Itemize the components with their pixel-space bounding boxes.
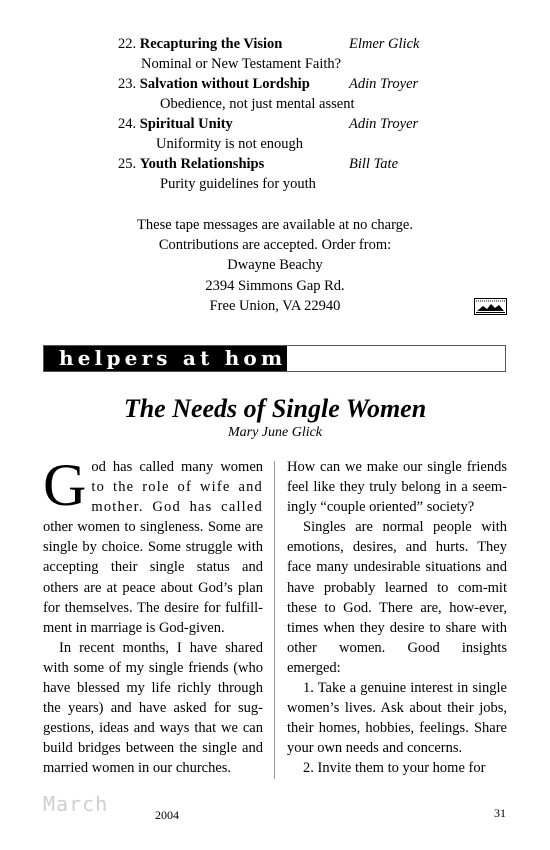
tape-subtitle: Uniformity is not enough	[156, 136, 304, 152]
month-watermark: March	[43, 792, 109, 816]
tape-author: Adin Troyer	[349, 116, 419, 132]
line-text: other women to singleness. Some are single by choice. Some struggle with accepting their single status and others are at peace about God’s plan for themselves. The desire for fulfill-ment in marriage is God-given.	[43, 519, 263, 636]
section-label: helpers at home	[44, 346, 287, 371]
section-header	[43, 345, 506, 372]
notice-line: These tape messages are available at no charge.	[137, 217, 413, 233]
tape-subtitle: Obedience, not just mental assent	[160, 96, 355, 112]
page-number: 31	[494, 806, 506, 820]
tape-item	[118, 114, 448, 134]
article-paragraph: In recent months, I have shared with some of my single friends (who have blessed my life richly through the years) and have asked for sug-gestions, ideas and ways that we can build bridges between the single and married women in our churches.	[43, 639, 263, 777]
line-text: mother. God has called	[91, 499, 263, 516]
column-divider	[274, 461, 275, 779]
article-column-right	[287, 457, 507, 779]
contact-name: Dwayne Beachy	[227, 257, 323, 274]
tape-number: 22.	[118, 36, 137, 52]
tape-item	[118, 74, 448, 94]
tape-item	[118, 154, 448, 174]
first-line: od has called many women	[91, 459, 263, 475]
tape-number: 23.	[118, 76, 137, 92]
article-paragraph	[43, 452, 263, 638]
notice-line: Contributions are accepted. Order from:	[158, 237, 392, 254]
tape-list	[118, 34, 448, 194]
tape-subtitle: Purity guidelines for youth	[160, 176, 316, 192]
contact-street: 2394 Simmons Gap Rd.	[205, 277, 345, 294]
article-paragraph: How can we make our single friends feel like they truly belong in a seem-ingly “couple oriented” society?	[287, 459, 507, 516]
tape-title: Salvation without Lordship	[139, 76, 310, 92]
tape-item	[118, 34, 448, 54]
article-paragraph: 2. Invite them to your home for	[303, 760, 486, 777]
footer-year: 2004	[155, 808, 179, 822]
tape-author: Elmer Glick	[349, 36, 420, 52]
tape-number: 24.	[118, 116, 137, 132]
article-author: Mary June Glick	[227, 425, 323, 440]
tape-subtitle: Nominal or New Testament Faith?	[141, 56, 342, 72]
tape-title: Recapturing the Vision	[139, 36, 283, 52]
drop-cap: G	[43, 452, 87, 518]
article-column-left	[43, 452, 263, 779]
tape-title: Youth Relationships	[139, 156, 265, 172]
article-paragraph: Singles are normal people with emotions, desires, and hurts. They face many undesirable situations and have probably learned to com-mit these to God. There are, how-ever, times when they desire to share with other women. Good insights emerged:	[287, 519, 507, 676]
tape-author: Bill Tate	[349, 156, 399, 172]
article-paragraph: 1. Take a genuine interest in single women’s lives. Ask about their jobs, their homes, hobbies, feelings. Share your own needs and concerns.	[287, 680, 507, 757]
tape-author: Adin Troyer	[349, 76, 419, 92]
tape-title: Spiritual Unity	[139, 116, 233, 132]
contact-city: Free Union, VA 22940	[209, 297, 341, 314]
article-title: The Needs of Single Women	[123, 394, 427, 423]
cassette-tape-icon	[474, 298, 507, 315]
line-text: to the role of wife and	[91, 479, 263, 496]
order-notice	[40, 215, 510, 316]
tape-number: 25.	[118, 156, 137, 172]
